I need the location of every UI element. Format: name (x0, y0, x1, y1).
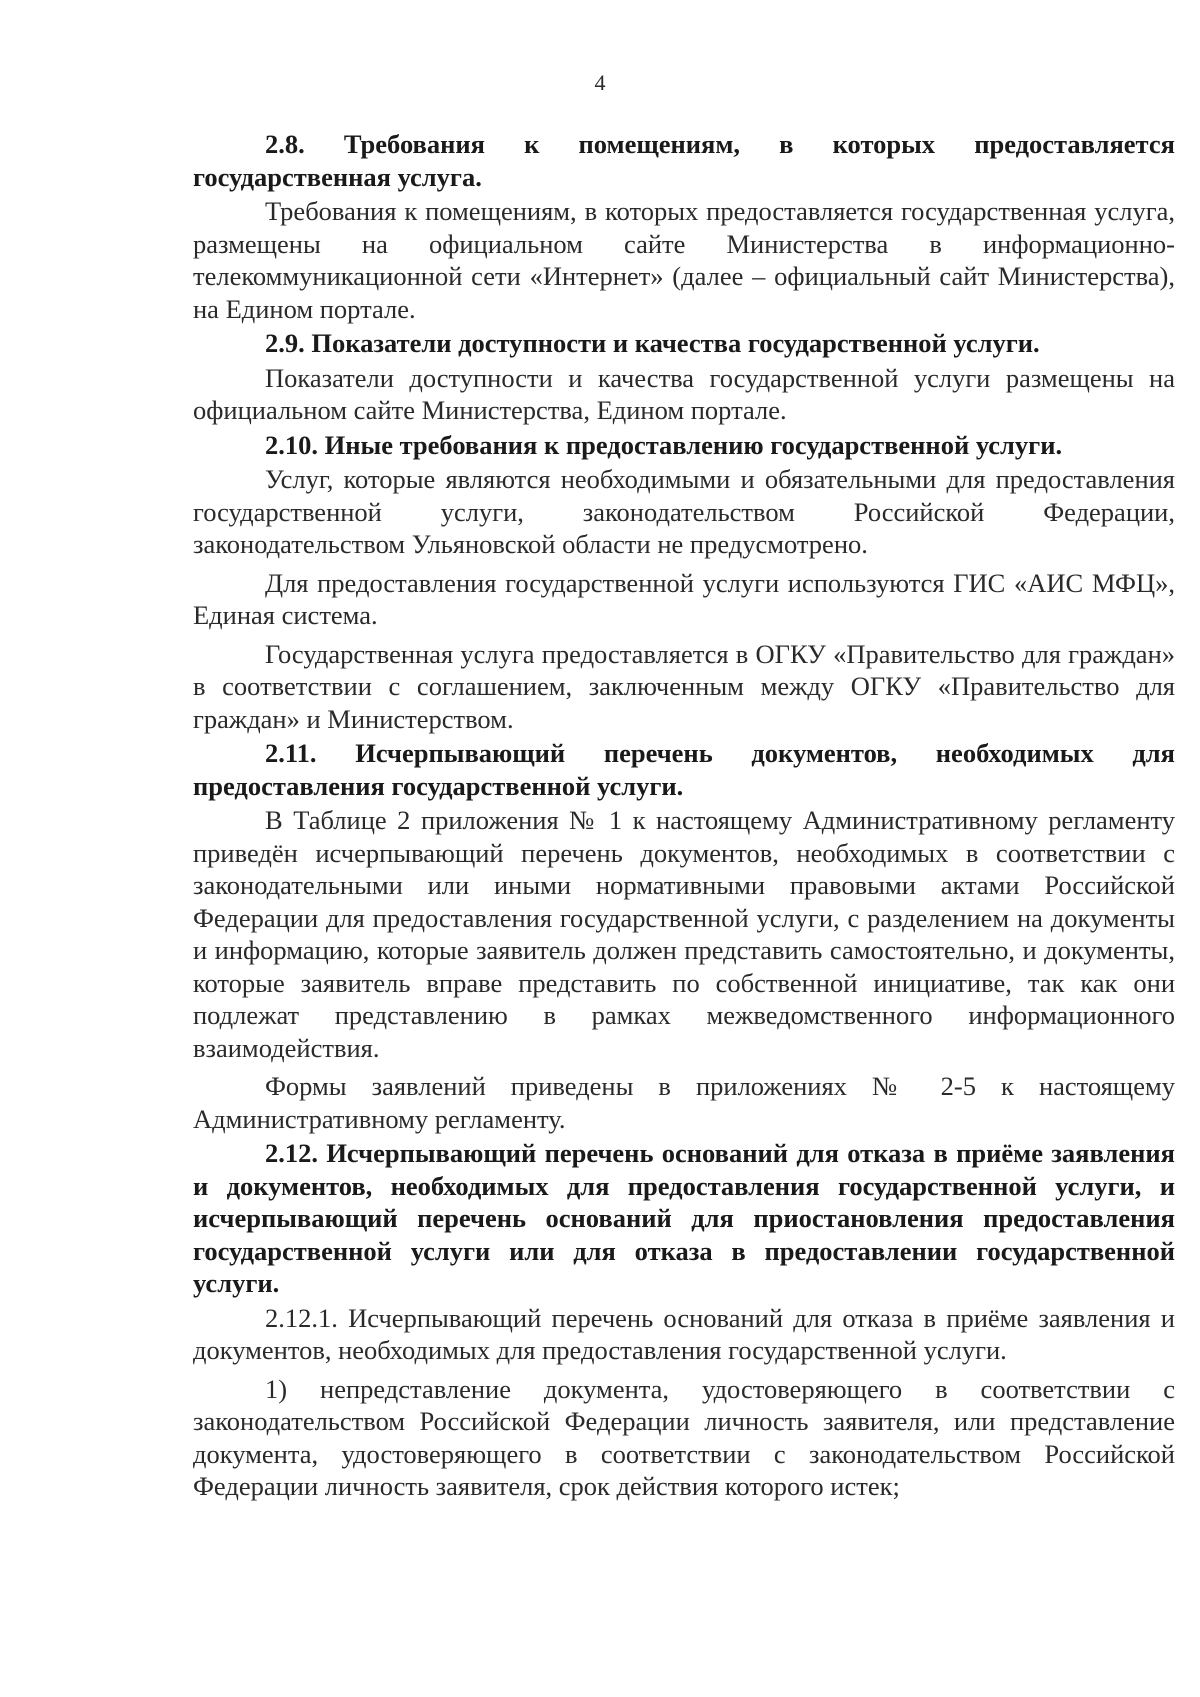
section-heading-2-12: 2.12. Исчерпывающий перечень оснований для отказа в приёме заявления и документов, необходимых для предоставления государственной услуги, и исчерпывающий перечень оснований для приостановления предоставления государственной услуги или для отказа в предоставлении государственной услуги. (193, 1138, 1175, 1298)
paragraph: Услуг, которые являются необходимыми и обязательными для предоставления государственной услуги, законодательством Российской Федерации, законодательством Ульяновской области не предусмотрено. (193, 464, 1175, 559)
paragraph: 2.12.1. Исчерпывающий перечень оснований для отказа в приёме заявления и документов, необходимых для предоставления государственной услуги. (193, 1302, 1175, 1365)
paragraph: Требования к помещениям, в которых предоставляется государственная услуга, размещены на официальном сайте Министерства в информационно-телекоммуникационной сети «Интернет» (далее – официальный сайт Министерства), на Едином портале. (193, 196, 1175, 324)
paragraph: Показатели доступности и качества государственной услуги размещены на официальном сайте Министерства, Едином портале. (193, 362, 1175, 425)
document-body (193, 128, 1175, 1503)
section-heading-2-10: 2.10. Иные требования к предоставлению государственной услуги. (265, 429, 1063, 460)
list-item: 1) непредставление документа, удостоверяющего в соответствии с законодательством Российской Федерации личность заявителя, или представление документа, удостоверяющего в соответствии с законодательством Российской Федерации личность заявителя, срок действия которого истек; (193, 1373, 1175, 1501)
section-heading-2-11: 2.11. Исчерпывающий перечень документов, необходимых для предоставления государственной услуги. (193, 738, 1175, 801)
page-number: 4 (594, 70, 606, 95)
paragraph: Для предоставления государственной услуги используются ГИС «АИС МФЦ», Единая система. (193, 567, 1175, 630)
paragraph: Государственная услуга предоставляется в ОГКУ «Правительство для граждан» в соответствии с соглашением, заключенным между ОГКУ «Правительство для граждан» и Министерством. (193, 638, 1175, 734)
paragraph: Формы заявлений приведены в приложениях № 2-5 к настоящему Административному регламенту. (193, 1071, 1175, 1134)
section-heading-2-8: 2.8. Требования к помещениям, в которых предоставляется государственная услуга. (193, 129, 1175, 192)
paragraph: В Таблице 2 приложения № 1 к настоящему Административному регламенту приведён исчерпывающий перечень документов, необходимых в соответствии с законодательными или иными нормативными правовыми актами Российской Федерации для предоставления государственной услуги, с разделением на документы и информацию, которые заявитель должен представить самостоятельно, и документы, которые заявитель вправе представить по собственной инициативе, так как они подлежат представлению в рамках межведомственного информационного взаимодействия. (193, 805, 1175, 1063)
section-heading-2-9: 2.9. Показатели доступности и качества государственной услуги. (265, 328, 1040, 358)
